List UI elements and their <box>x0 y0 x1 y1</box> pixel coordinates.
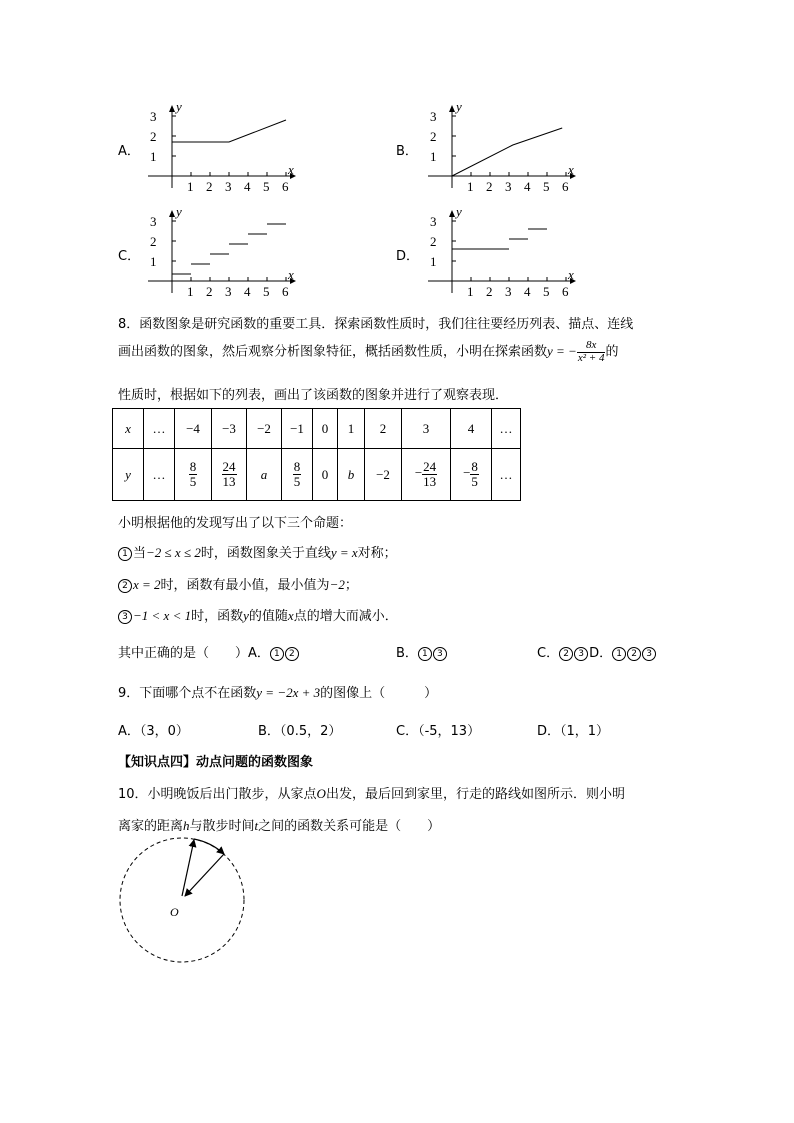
graph-c <box>140 205 300 300</box>
section-heading: 【知识点四】动点问题的函数图象 <box>118 755 314 770</box>
y-tick-label: 3 <box>430 214 437 229</box>
math: x = 2 <box>133 577 161 592</box>
text: ； <box>344 578 358 593</box>
frac-den: 5 <box>471 474 478 489</box>
circled-number: 3 <box>433 647 447 661</box>
table-cell: −3 <box>212 409 247 449</box>
y-axis-label: y <box>176 100 182 114</box>
text: 之间的函数关系可能是（ ） <box>258 819 441 834</box>
x-tick-label: 2 <box>206 284 213 299</box>
route-arc-arrow <box>194 839 224 854</box>
table-cell: 4 <box>451 409 492 449</box>
circled-number: 1 <box>118 547 132 561</box>
q10-line1 <box>118 783 625 802</box>
text: 10．小明晚饭后出门散步，从家点 <box>118 787 317 802</box>
graph-line <box>172 120 286 142</box>
y-axis-arrow <box>169 105 175 112</box>
x-axis-label: x <box>568 162 574 177</box>
x-tick-label: 4 <box>524 179 531 194</box>
q8-line2 <box>118 340 618 364</box>
x-tick-label: 5 <box>543 284 550 299</box>
option-label-d: D． <box>396 249 420 264</box>
table-cell: … <box>492 409 521 449</box>
text: 离家的距离 <box>118 819 184 834</box>
y-axis-label: y <box>456 205 462 219</box>
text: B． <box>396 646 418 661</box>
point-o-label: O <box>170 905 179 919</box>
table-cell <box>175 449 212 501</box>
text: 出发，最后回到家里，行走的路线如图所示．则小明 <box>325 787 625 802</box>
q9-option-a[interactable]: A．（3，0） <box>118 724 189 739</box>
x-axis-label: x <box>288 267 294 282</box>
q8-option-b[interactable] <box>396 642 448 661</box>
math: h <box>183 818 190 833</box>
text: 时，函数有最小值，最小值为 <box>160 578 330 593</box>
y-axis-label: y <box>176 205 182 219</box>
q8-function-lhs: y = − <box>547 343 577 359</box>
math: −1 < x < 1 <box>133 608 192 623</box>
y-tick-label: 3 <box>430 109 437 124</box>
table-cell <box>451 449 492 501</box>
circled-number: 2 <box>118 579 132 593</box>
x-tick-label: 3 <box>225 179 232 194</box>
table-cell: 0 <box>313 409 338 449</box>
q8-line3: 性质时，根据如下的列表，画出了该函数的图象并进行了观察表现． <box>118 388 509 403</box>
x-tick-label: 6 <box>562 179 569 194</box>
x-axis-label: x <box>288 162 294 177</box>
y-axis-label: y <box>456 100 462 114</box>
math: −2 ≤ x ≤ 2 <box>146 545 201 560</box>
q8-function-num: 8x <box>577 340 606 353</box>
q8-function-fraction <box>577 340 606 364</box>
q10-walk-route-figure <box>114 832 250 968</box>
text: 时，函数 <box>191 609 244 624</box>
text: 与散步时间 <box>189 819 255 834</box>
math: y = −2x + 3 <box>256 685 321 700</box>
minus-sign: − <box>463 465 471 481</box>
table-cell: … <box>144 409 175 449</box>
table-cell: −4 <box>175 409 212 449</box>
text: 时，函数图象关于直线 <box>200 546 331 561</box>
table-cell <box>402 449 451 501</box>
y-axis-arrow <box>449 210 455 217</box>
math: x <box>287 608 294 623</box>
x-tick-label: 3 <box>225 284 232 299</box>
x-tick-label: 1 <box>467 284 474 299</box>
x-tick-label: 1 <box>187 179 194 194</box>
q8-line2-text: 画出函数的图象，然后观察分析图象特征，概括函数性质，小明在探索函数 <box>118 344 548 360</box>
q9-stem <box>118 682 437 701</box>
q8-proposition-1 <box>118 542 397 561</box>
circled-number: 2 <box>627 647 641 661</box>
text: D． <box>589 646 613 661</box>
graph-line <box>452 128 562 176</box>
y-tick-label: 1 <box>430 149 437 164</box>
frac-den: 13 <box>222 474 236 489</box>
math: y <box>243 608 249 623</box>
frac-num: 8 <box>293 459 301 475</box>
table-cell: 0 <box>313 449 338 501</box>
table-row-y <box>113 449 521 501</box>
q8-line2-end: 的 <box>605 344 619 360</box>
text: 的值随 <box>248 609 288 624</box>
circled-number: 1 <box>270 647 284 661</box>
text: 其中正确的是（ ）A． <box>118 646 270 661</box>
graph-a <box>140 100 300 195</box>
option-label-a: A． <box>118 144 140 159</box>
frac-num: 8 <box>189 459 197 475</box>
text: 当 <box>133 546 147 561</box>
x-tick-label: 3 <box>505 179 512 194</box>
circled-number: 3 <box>642 647 656 661</box>
frac-num: 24 <box>423 459 437 475</box>
circled-number: 3 <box>118 610 132 624</box>
table-cell <box>282 449 313 501</box>
frac-num: 8 <box>471 459 478 475</box>
table-header-x: x <box>113 409 144 449</box>
y-tick-label: 1 <box>150 254 157 269</box>
option-label-b: B． <box>396 144 418 159</box>
y-axis-arrow <box>169 210 175 217</box>
table-cell: −1 <box>282 409 313 449</box>
text: 9．下面哪个点不在函数 <box>118 686 257 701</box>
q9-option-b[interactable]: B．（0.5，2） <box>258 724 342 739</box>
circled-number: 1 <box>612 647 626 661</box>
option-label-c: C． <box>118 249 141 264</box>
graph-d <box>420 205 580 300</box>
x-tick-label: 6 <box>282 179 289 194</box>
x-tick-label: 4 <box>524 284 531 299</box>
y-tick-label: 2 <box>150 234 157 249</box>
y-tick-label: 1 <box>150 149 157 164</box>
x-tick-label: 5 <box>263 179 270 194</box>
y-tick-label: 1 <box>430 254 437 269</box>
x-tick-label: 2 <box>486 284 493 299</box>
x-tick-label: 4 <box>244 284 251 299</box>
table-cell: … <box>492 449 521 501</box>
table-cell: a <box>247 449 282 501</box>
circled-number: 2 <box>559 647 573 661</box>
y-tick-label: 2 <box>150 129 157 144</box>
table-cell: … <box>144 449 175 501</box>
text: 对称； <box>357 546 397 561</box>
q8-proposition-3 <box>118 605 398 624</box>
x-tick-label: 1 <box>467 179 474 194</box>
y-tick-label: 2 <box>430 129 437 144</box>
x-tick-label: 6 <box>562 284 569 299</box>
y-axis-arrow <box>449 105 455 112</box>
math: t <box>254 818 259 833</box>
table-row-x <box>113 409 521 449</box>
q8-intro: 小明根据他的发现写出了以下三个命题： <box>118 516 353 531</box>
x-tick-label: 3 <box>505 284 512 299</box>
x-tick-label: 2 <box>486 179 493 194</box>
y-tick-label: 3 <box>150 214 157 229</box>
y-tick-label: 2 <box>430 234 437 249</box>
x-tick-label: 5 <box>263 284 270 299</box>
math: O <box>316 786 326 801</box>
x-axis-label: x <box>568 267 574 282</box>
graph-b <box>420 100 580 195</box>
q8-line1: 8．函数图象是研究函数的重要工具．探索函数性质时，我们往往要经历列表、描点、连线 <box>118 317 634 332</box>
table-cell: 2 <box>365 409 402 449</box>
q8-value-table <box>112 408 521 501</box>
x-tick-label: 1 <box>187 284 194 299</box>
table-cell: −2 <box>247 409 282 449</box>
table-cell: 3 <box>402 409 451 449</box>
frac-den: 5 <box>293 474 301 489</box>
x-tick-label: 2 <box>206 179 213 194</box>
x-tick-label: 4 <box>244 179 251 194</box>
x-tick-label: 5 <box>543 179 550 194</box>
table-cell: 1 <box>338 409 365 449</box>
x-tick-label: 6 <box>282 284 289 299</box>
y-tick-label: 3 <box>150 109 157 124</box>
frac-den: 5 <box>189 474 197 489</box>
circled-number: 3 <box>574 647 588 661</box>
q8-option-c-d[interactable] <box>537 642 657 661</box>
circled-number: 2 <box>285 647 299 661</box>
q8-proposition-2 <box>118 574 358 593</box>
q8-answer-line <box>118 642 300 661</box>
table-cell: b <box>338 449 365 501</box>
circled-number: 1 <box>418 647 432 661</box>
minus-sign: − <box>414 465 423 481</box>
text: C． <box>537 646 560 661</box>
table-cell: −2 <box>365 449 402 501</box>
q9-option-d[interactable]: D．（1，1） <box>537 724 610 739</box>
table-header-y: y <box>113 449 144 501</box>
dashed-circle <box>120 838 244 962</box>
text: 点的增大而减小． <box>293 609 398 624</box>
math: y = x <box>330 545 358 560</box>
route-arrow-back <box>185 854 224 896</box>
q8-function-den: x² + 4 <box>577 351 605 364</box>
text: 的图像上（ ） <box>320 686 438 701</box>
q9-option-c[interactable]: C．（-5，13） <box>396 724 481 739</box>
frac-den: 13 <box>423 474 437 489</box>
math: −2 <box>329 577 345 592</box>
frac-num: 24 <box>222 459 236 475</box>
table-cell <box>212 449 247 501</box>
